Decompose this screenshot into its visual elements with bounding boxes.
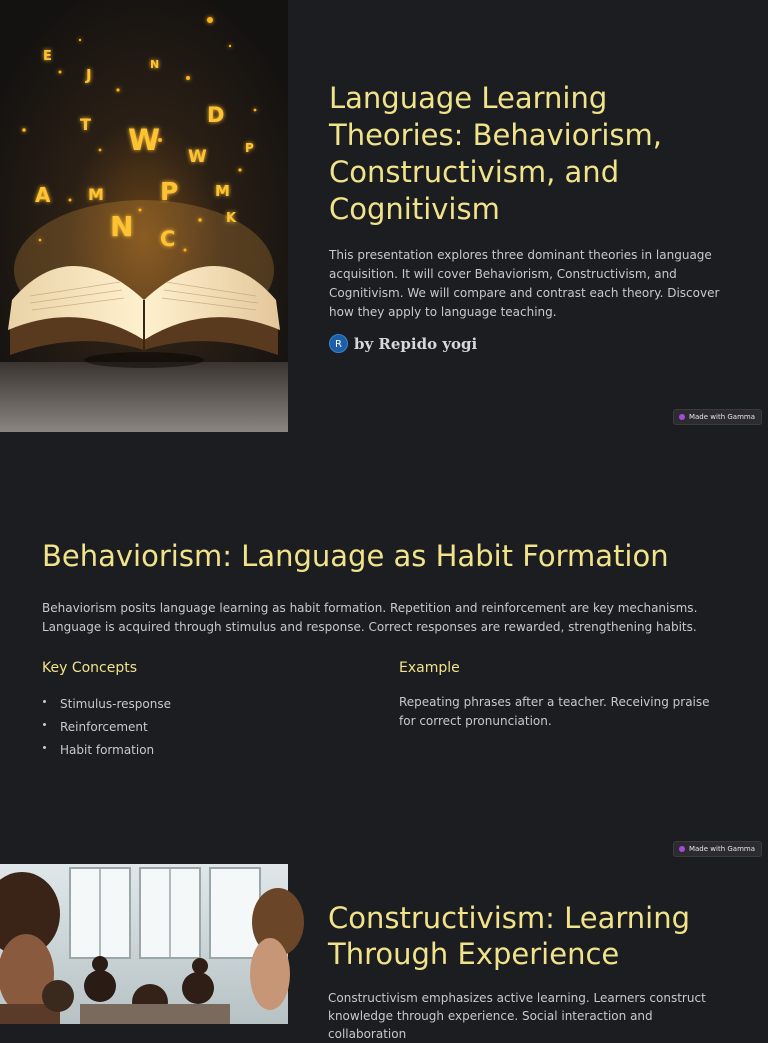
glow-letter: P: [245, 141, 254, 155]
intro-description: This presentation explores three dominant theories in language acquisition. It will cover Behaviorism, Constructivism, and Cognitivism. We will compare and contrast each theory. Discover how they apply to language teaching.: [329, 248, 720, 319]
behaviorism-description: Behaviorism posits language learning as habit formation. Repetition and reinforcement are key mechanisms. Language is acquired through stimulus and response. Correct responses are rewarded, strengthening habits.: [42, 601, 698, 634]
constructivism-description: Constructivism emphasizes active learning. Learners construct knowledge through experience. Social interaction and collaboration: [328, 991, 706, 1041]
list-item: Habit formation: [42, 739, 171, 762]
constructivism-title: Constructivism: Learning Through Experience: [328, 901, 690, 971]
glow-letter: N: [150, 58, 160, 71]
glow-letter: A: [35, 183, 51, 207]
list-item: Stimulus-response: [42, 693, 171, 716]
avatar[interactable]: R: [329, 334, 348, 353]
glow-letter: K: [226, 211, 237, 226]
glow-letter: M: [215, 182, 230, 200]
example-heading: Example: [399, 660, 460, 676]
key-concepts-heading: Key Concepts: [42, 660, 138, 676]
badge-label: Made with Gamma: [688, 413, 755, 421]
author-name: by Repido yogi: [354, 334, 478, 353]
list-item: Reinforcement: [42, 716, 171, 739]
page-title: Language Learning Theories: Behaviorism, Constructivism, and Cognitivism: [329, 81, 663, 226]
glow-letter: D: [207, 103, 225, 127]
badge-label: Made with Gamma: [688, 845, 755, 853]
glow-letter: E: [43, 49, 52, 64]
key-concepts-list: [42, 693, 171, 762]
example-text: Repeating phrases after a teacher. Receiving praise for correct pronunciation.: [399, 695, 710, 728]
students-collaborating-image: [0, 864, 288, 1024]
glow-letter: W: [128, 123, 160, 157]
gamma-logo-icon: [679, 846, 685, 852]
glow-letter: T: [80, 115, 91, 134]
constructivism-slide: [0, 864, 768, 1041]
glow-letter: C: [160, 227, 176, 251]
glow-letter: J: [86, 66, 92, 84]
glow-letter: N: [110, 210, 134, 243]
glow-letter: P: [160, 177, 179, 206]
made-with-gamma-badge[interactable]: [673, 841, 762, 857]
behaviorism-title: Behaviorism: Language as Habit Formation: [42, 539, 669, 573]
glow-letter: W: [188, 147, 207, 167]
glow-letter: M: [88, 185, 104, 204]
